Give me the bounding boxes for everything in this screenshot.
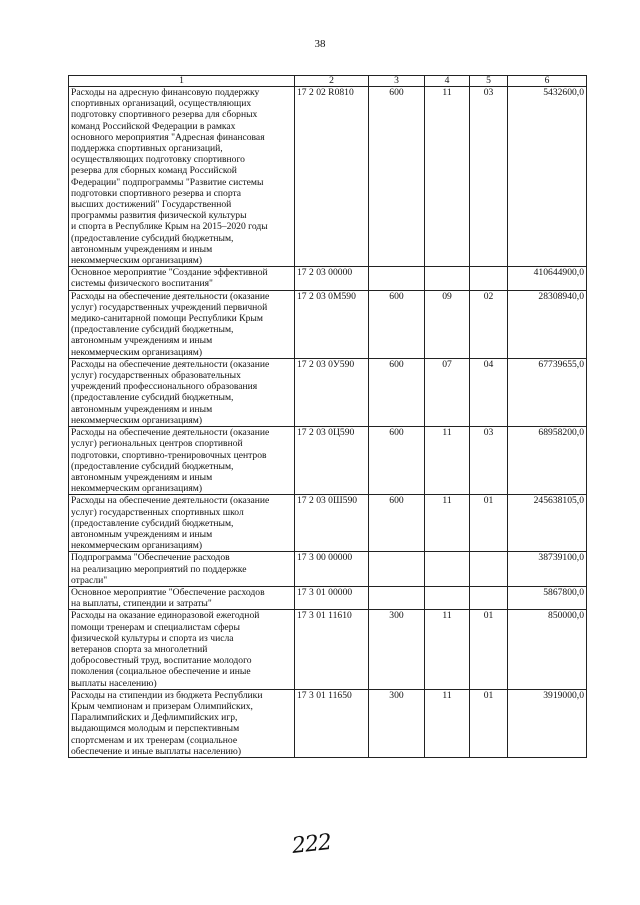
row-col3: 300	[369, 610, 425, 689]
row-col5: 02	[470, 290, 508, 358]
row-description: Основное мероприятие "Создание эффективной системы физического воспитания"	[69, 267, 295, 290]
column-header: 6	[508, 76, 587, 87]
row-col5: 03	[470, 427, 508, 495]
row-description: Подпрограмма "Обеспечение расходов на реализацию мероприятий по поддержке отрасли"	[69, 552, 295, 587]
row-col4: 11	[425, 689, 470, 757]
row-amount: 850000,0	[508, 610, 587, 689]
row-amount: 68958200,0	[508, 427, 587, 495]
table-row	[69, 610, 587, 689]
row-code: 17 3 00 00000	[295, 552, 369, 587]
row-amount: 28308940,0	[508, 290, 587, 358]
row-col5: 03	[470, 87, 508, 267]
table-row	[69, 689, 587, 757]
table-row	[69, 267, 587, 290]
row-description: Расходы на стипендии из бюджета Республики Крым чемпионам и призерам Олимпийских, Паралимпийских и Дефлимпийских игр, выдающимся молодым и перспективным спортсменам и их тренерам (социальное обеспечение и иные выплаты населению)	[69, 689, 295, 757]
row-col5: 04	[470, 358, 508, 426]
row-amount: 410644900,0	[508, 267, 587, 290]
row-col4: 09	[425, 290, 470, 358]
row-amount: 5432600,0	[508, 87, 587, 267]
row-code: 17 3 01 11650	[295, 689, 369, 757]
row-col3: 600	[369, 87, 425, 267]
row-col5	[470, 267, 508, 290]
row-col3: 600	[369, 427, 425, 495]
row-description: Расходы на обеспечение деятельности (оказание услуг) региональных центров спортивной подготовки, спортивно-тренировочных центров (предоставление субсидий бюджетным, автономным учреждениям и иным некоммерческим организациям)	[69, 427, 295, 495]
row-col3: 300	[369, 689, 425, 757]
row-col4	[425, 552, 470, 587]
row-col3: 600	[369, 358, 425, 426]
table-row	[69, 87, 587, 267]
row-description: Расходы на оказание единоразовой ежегодной помощи тренерам и специалистам сферы физической культуры и спорта из числа ветеранов спорта за многолетний добросовестный труд, воспитание молодого поколения (социальное обеспечение и иные выплаты населению)	[69, 610, 295, 689]
row-col5: 01	[470, 495, 508, 552]
table-row	[69, 358, 587, 426]
row-col5: 01	[470, 689, 508, 757]
row-col3: 600	[369, 495, 425, 552]
table-row	[69, 495, 587, 552]
row-code: 17 2 03 0У590	[295, 358, 369, 426]
row-description: Расходы на обеспечение деятельности (оказание услуг) государственных учреждений первичной медико-санитарной помощи Республики Крым (предоставление субсидий бюджетным, автономным учреждениям и иным некоммерческим организациям)	[69, 290, 295, 358]
row-code: 17 3 01 11610	[295, 610, 369, 689]
row-code: 17 2 03 0Ш590	[295, 495, 369, 552]
row-code: 17 2 03 0Ц590	[295, 427, 369, 495]
row-code: 17 3 01 00000	[295, 586, 369, 609]
table-row	[69, 290, 587, 358]
table-row	[69, 427, 587, 495]
row-amount: 67739655,0	[508, 358, 587, 426]
page-number: 38	[314, 38, 326, 50]
row-description: Основное мероприятие "Обеспечение расходов на выплаты, стипендии и затраты"	[69, 586, 295, 609]
row-description: Расходы на обеспечение деятельности (оказание услуг) государственных образовательных учреждений профессионального образования (предоставление субсидий бюджетным, автономным учреждениям и иным некоммерческим организациям)	[69, 358, 295, 426]
row-amount: 245638105,0	[508, 495, 587, 552]
column-header: 3	[369, 76, 425, 87]
row-code: 17 2 03 00000	[295, 267, 369, 290]
column-header: 4	[425, 76, 470, 87]
row-col3	[369, 267, 425, 290]
row-col3	[369, 552, 425, 587]
table-row	[69, 586, 587, 609]
column-header: 1	[69, 76, 295, 87]
row-amount: 5867800,0	[508, 586, 587, 609]
row-amount: 38739100,0	[508, 552, 587, 587]
row-col5	[470, 552, 508, 587]
table-row	[69, 552, 587, 587]
row-code: 17 2 03 0М590	[295, 290, 369, 358]
row-col5	[470, 586, 508, 609]
row-col4	[425, 267, 470, 290]
row-col4: 11	[425, 87, 470, 267]
handwritten-signature: 222	[290, 830, 333, 859]
row-code: 17 2 02 R0810	[295, 87, 369, 267]
column-header: 2	[295, 76, 369, 87]
row-col4: 11	[425, 610, 470, 689]
row-description: Расходы на обеспечение деятельности (оказание услуг) государственных спортивных школ (предоставление субсидий бюджетным, автономным учреждениям и иным некоммерческим организациям)	[69, 495, 295, 552]
row-col4: 11	[425, 427, 470, 495]
row-col5: 01	[470, 610, 508, 689]
column-header: 5	[470, 76, 508, 87]
row-col4: 11	[425, 495, 470, 552]
row-col4	[425, 586, 470, 609]
budget-table	[68, 75, 587, 758]
row-col3: 600	[369, 290, 425, 358]
row-col4: 07	[425, 358, 470, 426]
row-col3	[369, 586, 425, 609]
table-header-row	[69, 76, 587, 87]
row-amount: 3919000,0	[508, 689, 587, 757]
row-description: Расходы на адресную финансовую поддержку спортивных организаций, осуществляющих подготовку спортивного резерва для сборных команд Российской Федерации в рамках основного мероприятия "Адресная финансовая поддержка спортивных организаций, осуществляющих подготовку спортивного резерва для сборных команд Российской Федерации" подпрограммы "Развитие системы подготовки спортивного резерва и спорта высших достижений" Государственной программы развития физической культуры и спорта в Республике Крым на 2015–2020 годы (предоставление субсидий бюджетным, автономным учреждениям и иным некоммерческим организациям)	[69, 87, 295, 267]
